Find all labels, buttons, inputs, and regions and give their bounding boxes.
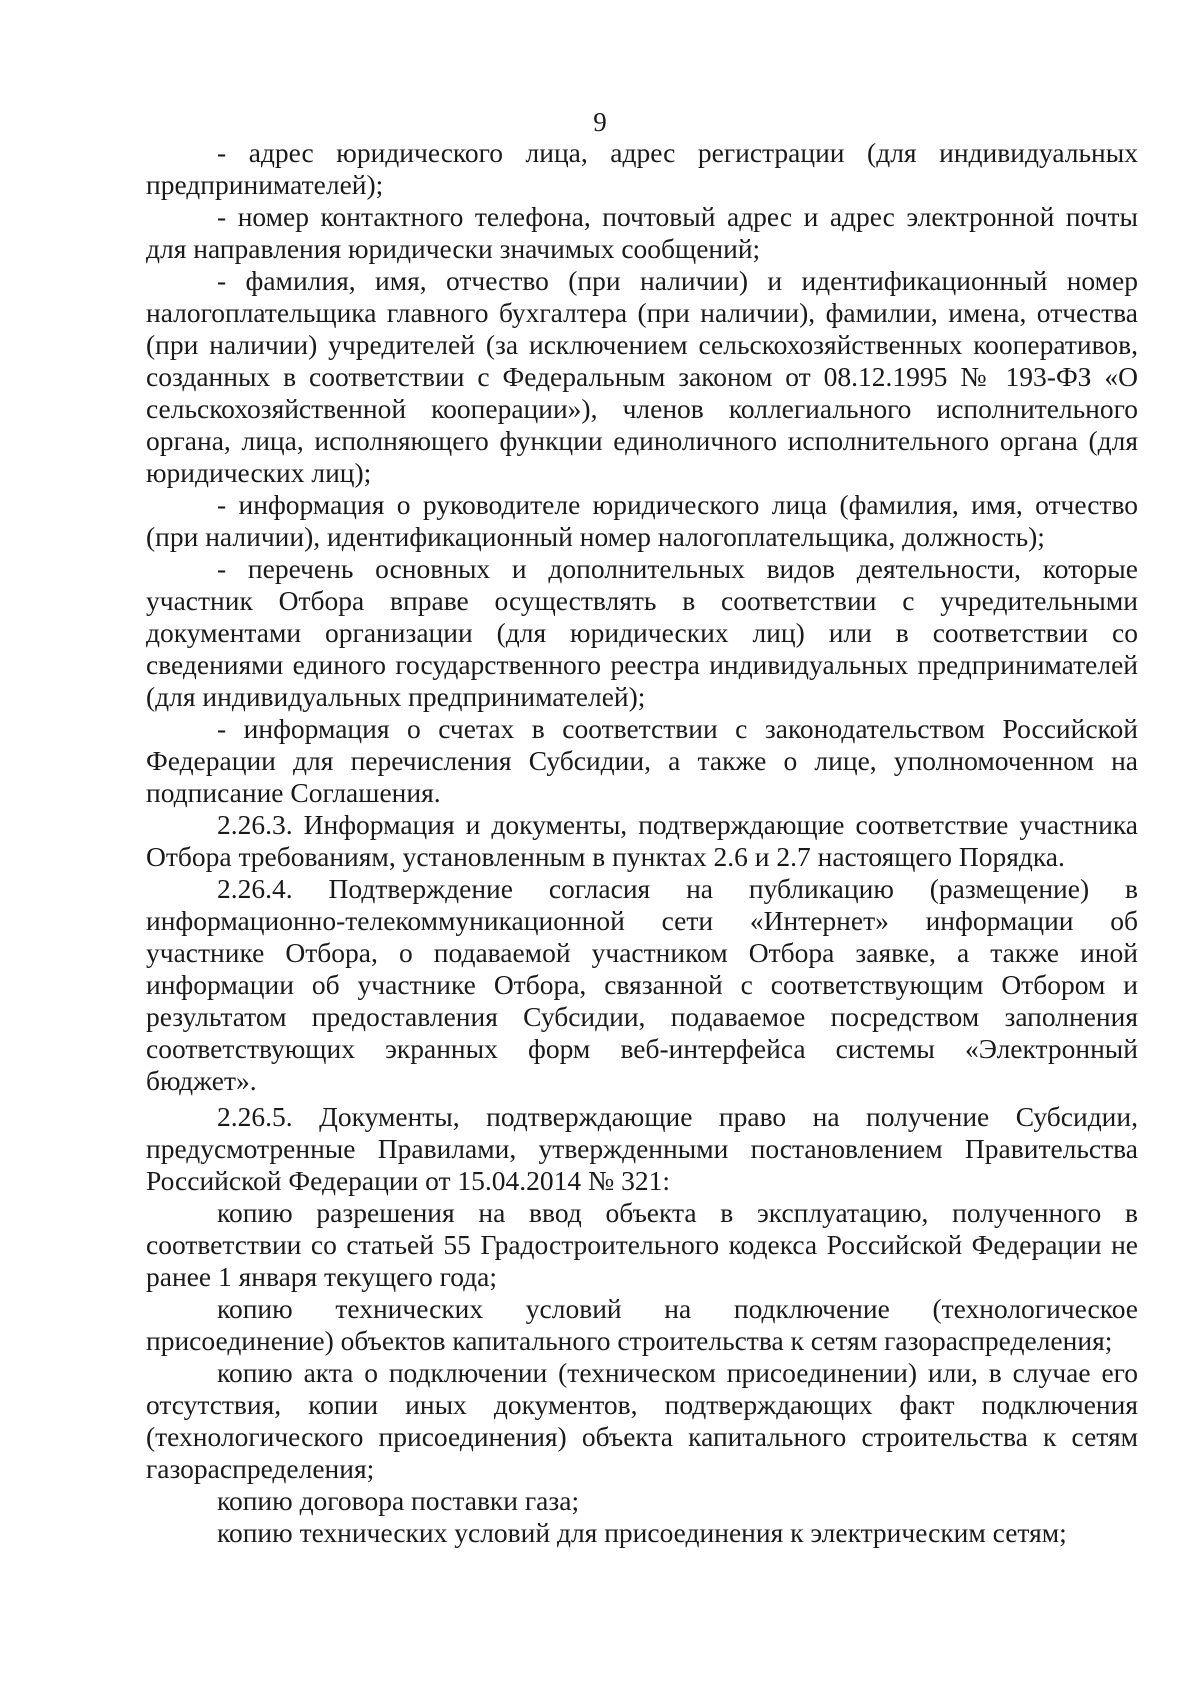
paragraph-accountant-founders: - фамилия, имя, отчество (при наличии) и идентификационный номер налогоплательщика главного бухгалтера (при наличии), фамилии, имена, отчества (при наличии) учредителей (за исключением сельскохозяйственных кооперативов, созданных в соответствии с Федеральным законом от 08.12.1995 № 193-ФЗ «О сельскохозяйственной кооперации»), членов коллегиального исполнительного органа, лица, исполняющего функции единоличного исполнительного органа (для юридических лиц); <box>146 265 1138 488</box>
paragraph-head-info: - информация о руководителе юридического лица (фамилия, имя, отчество (при наличии), идентификационный номер налогоплательщика, должность); <box>146 489 1138 552</box>
paragraph-gas-supply-contract: копию договора поставки газа; <box>217 1485 580 1516</box>
paragraph-gas-technical-conditions: копию технических условий на подключение (технологическое присоединение) объектов капитального строительства к сетям газораспределения; <box>146 1293 1138 1356</box>
paragraph-2-26-3: 2.26.3. Информация и документы, подтверждающие соответствие участника Отбора требованиям, установленным в пунктах 2.6 и 2.7 настоящего Порядка. <box>146 809 1138 872</box>
paragraph-electric-technical-conditions: копию технических условий для присоединения к электрическим сетям; <box>217 1517 1067 1548</box>
paragraph-commissioning-permit: копию разрешения на ввод объекта в эксплуатацию, полученного в соответствии со статьей 55 Градостроительного кодекса Российской Федерации не ранее 1 января текущего года; <box>146 1197 1138 1292</box>
paragraph-connection-act: копию акта о подключении (техническом присоединении) или, в случае его отсутствия, копии иных документов, подтверждающих факт подключения (технологического присоединения) объекта капитального строительства к сетям газораспределения; <box>146 1357 1138 1484</box>
paragraph-contact-info: - номер контактного телефона, почтовый адрес и адрес электронной почты для направления юридически значимых сообщений; <box>146 201 1138 264</box>
paragraph-bank-accounts: - информация о счетах в соответствии с законодательством Российской Федерации для перечисления Субсидии, а также о лице, уполномоченном на подписание Соглашения. <box>146 713 1138 808</box>
paragraph-activities-list: - перечень основных и дополнительных видов деятельности, которые участник Отбора вправе осуществлять в соответствии с учредительными документами организации (для юридических лиц) или в соответствии со сведениями единого государственного реестра индивидуальных предпринимателей (для индивидуальных предпринимателей); <box>146 553 1138 712</box>
document-body <box>146 137 1138 1549</box>
page-number: 9 <box>593 107 607 137</box>
paragraph-2-26-5: 2.26.5. Документы, подтверждающие право на получение Субсидии, предусмотренные Правилами, утвержденными постановлением Правительства Российской Федерации от 15.04.2014 № 321: <box>146 1101 1138 1196</box>
paragraph-2-26-4: 2.26.4. Подтверждение согласия на публикацию (размещение) в информационно-телекоммуникационной сети «Интернет» информации об участнике Отбора, о подаваемой участником Отбора заявке, а также иной информации об участнике Отбора, связанной с соответствующим Отбором и результатом предоставления Субсидии, подаваемое посредством заполнения соответствующих экранных форм веб-интерфейса системы «Электронный бюджет». <box>146 873 1138 1096</box>
paragraph-legal-address: - адрес юридического лица, адрес регистрации (для индивидуальных предпринимателей); <box>146 137 1138 200</box>
